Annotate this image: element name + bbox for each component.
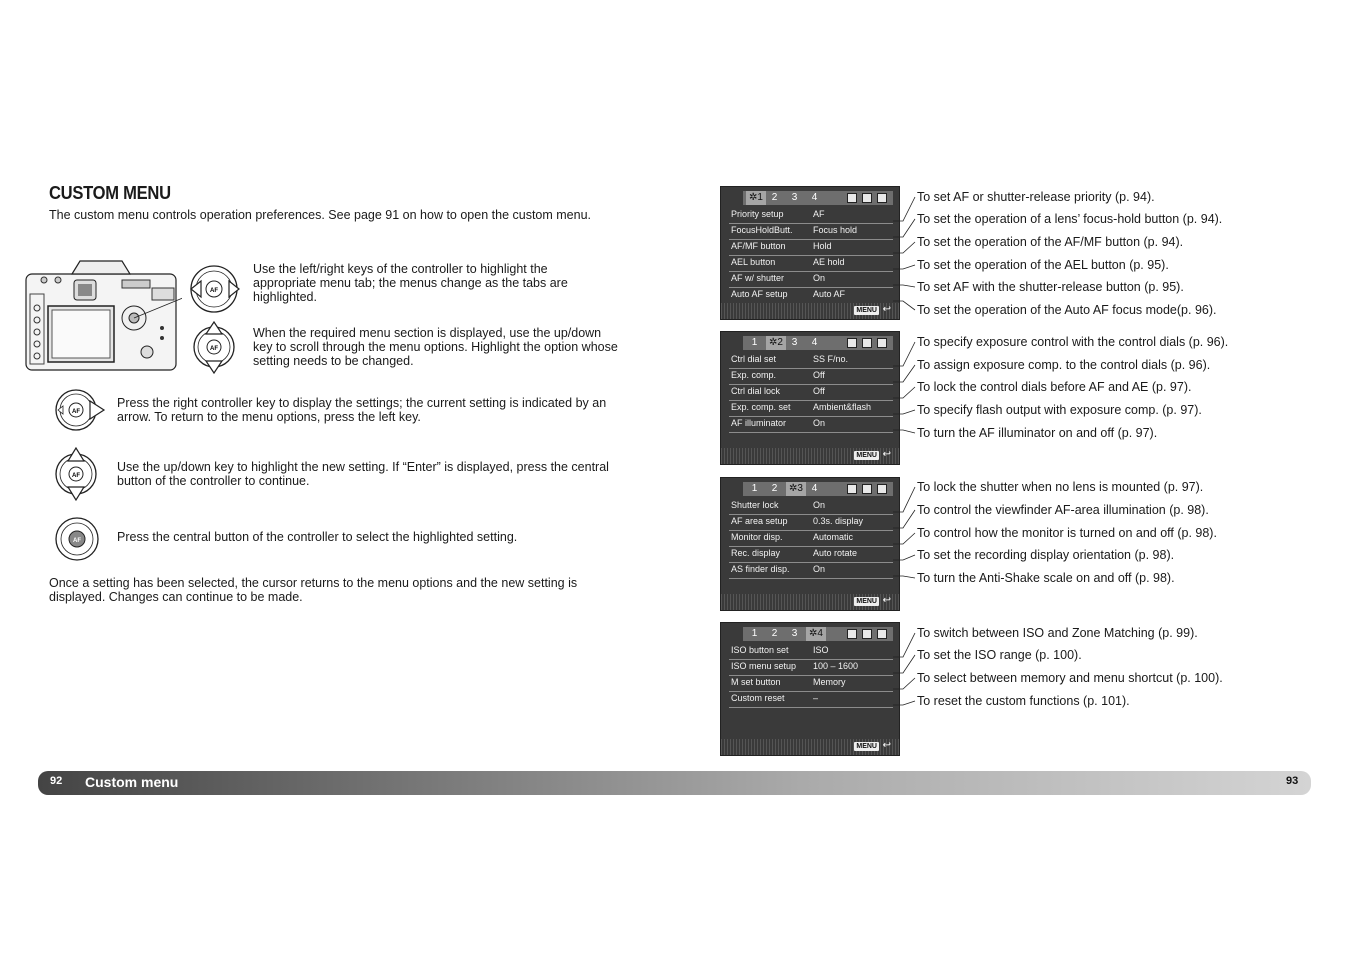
menu-row-value: 0.3s. display — [813, 516, 864, 526]
setting-description: To select between memory and menu shortcut (p. 100). — [917, 671, 1223, 685]
menu-row-label: AF/MF button — [731, 241, 786, 251]
menu-tab-2: 2 — [771, 628, 778, 639]
menu-row-value: On — [813, 500, 826, 510]
leader-line — [893, 678, 915, 689]
return-icon: ↩ — [882, 740, 891, 751]
menu-row-label: AEL button — [731, 257, 776, 267]
step-2-text: When the required menu section is displayed, use the up/down key to scroll through the menu options. Highlight the option whose setting needs to be changed. — [253, 326, 618, 368]
setting-description: To switch between ISO and Zone Matching (p. 99). — [917, 626, 1198, 640]
return-icon: ↩ — [882, 304, 891, 315]
menu-row-value: Off — [813, 370, 825, 380]
menu-row-value: Auto rotate — [813, 548, 858, 558]
menu-button-icon: MENU — [856, 452, 877, 459]
menu-row-value: Focus hold — [813, 225, 858, 235]
menu-row-value: On — [813, 564, 826, 574]
leader-line — [893, 342, 915, 366]
leader-line — [893, 285, 915, 287]
menu-row-label: AF illuminator — [731, 418, 787, 428]
setting-description: To set the operation of the AEL button (p. 95). — [917, 258, 1169, 272]
setting-description: To lock the shutter when no lens is mounted (p. 97). — [917, 480, 1204, 494]
return-icon: ↩ — [882, 595, 891, 606]
menu-row-value: Off — [813, 386, 825, 396]
menu-tab-3: 3 — [791, 192, 798, 203]
menu-row-label: AF area setup — [731, 516, 788, 526]
menu-tab-2: ✲2 — [766, 336, 786, 350]
setting-description: To control how the monitor is turned on and off (p. 98). — [917, 526, 1217, 540]
menu-row-value: SS F/no. — [813, 354, 849, 364]
leader-line — [893, 633, 915, 657]
setting-description: To reset the custom functions (p. 101). — [917, 694, 1130, 708]
menu-row-label: AF w/ shutter — [731, 273, 785, 283]
setting-description: To set the operation of the Auto AF focus mode(p. 96). — [917, 303, 1217, 317]
page-title: CUSTOM MENU — [49, 183, 171, 203]
setting-description: To set the ISO range (p. 100). — [917, 648, 1082, 662]
step-3-text: Press the right controller key to display the settings; the current setting is indicated by an arrow. To return to the menu options, press the left key. — [117, 396, 607, 424]
menu-tab-1: 1 — [751, 628, 758, 639]
menu-row-value: – — [813, 693, 819, 703]
menu-row-label: ISO menu setup — [731, 661, 797, 671]
leader-line — [893, 701, 915, 705]
menu-row-label: Exp. comp. — [731, 370, 777, 380]
setting-description: To turn the Anti-Shake scale on and off (p. 98). — [917, 571, 1175, 585]
menu-tab-1: 1 — [751, 337, 758, 348]
menu-row-label: Custom reset — [731, 693, 785, 703]
setting-description: To set the operation of a lens’ focus-hold button (p. 94). — [917, 212, 1223, 226]
menu-tab-2: 2 — [771, 483, 778, 494]
setting-description: To set the operation of the AF/MF button (p. 94). — [917, 235, 1184, 249]
menu-tab-4: 4 — [811, 192, 818, 203]
leader-line — [893, 655, 915, 673]
step-4-text: Use the up/down key to highlight the new setting. If “Enter” is displayed, press the central button of the controller to continue. — [117, 460, 609, 488]
step-1-text: Use the left/right keys of the controller to highlight the appropriate menu tab; the menus change as the tabs are highlighted. — [253, 262, 568, 304]
leader-line — [893, 387, 915, 398]
menu-button-icon: MENU — [856, 598, 877, 605]
setting-description: To set AF or shutter-release priority (p. 94). — [917, 190, 1155, 204]
menu-tab-3: 3 — [791, 628, 798, 639]
menu-tab-4: 4 — [811, 337, 818, 348]
menu-row-label: FocusHoldButt. — [731, 225, 793, 235]
menu-row-label: Auto AF setup — [731, 289, 788, 299]
leader-line — [893, 510, 915, 528]
menu-row-label: Monitor disp. — [731, 532, 783, 542]
svg-text:AF: AF — [72, 473, 80, 479]
footer-section-name: Custom menu — [85, 774, 179, 790]
menu-tab-4: 4 — [811, 483, 818, 494]
leader-line — [893, 197, 915, 221]
menu-tab-1: 1 — [751, 483, 758, 494]
step-5-text: Press the central button of the controller to select the highlighted setting. — [117, 530, 518, 544]
svg-text:AF: AF — [73, 538, 81, 544]
menu-row-value: 100 – 1600 — [813, 661, 859, 671]
leader-line — [893, 533, 915, 544]
menu-row-label: M set button — [731, 677, 781, 687]
page-number-left: 92 — [50, 775, 63, 787]
menu-row-value: AF — [813, 209, 825, 219]
leader-line — [893, 487, 915, 512]
menu-row-label: Ctrl dial lock — [731, 386, 781, 396]
menu-row-label: Priority setup — [731, 209, 784, 219]
menu-row-label: AS finder disp. — [731, 564, 790, 574]
intro-text: The custom menu controls operation preferences. See page 91 on how to open the custom menu. — [49, 208, 591, 222]
menu-tab-1: ✲1 — [746, 191, 766, 205]
leader-line — [893, 576, 915, 578]
setting-description: To assign exposure comp. to the control dials (p. 96). — [917, 358, 1211, 372]
menu-row-label: Exp. comp. set — [731, 402, 791, 412]
return-icon: ↩ — [882, 449, 891, 460]
leader-line — [893, 365, 915, 382]
menu-tab-2: 2 — [771, 192, 778, 203]
menu-row-label: Ctrl dial set — [731, 354, 777, 364]
svg-text:AF: AF — [210, 346, 218, 352]
menu-row-value: Hold — [813, 241, 832, 251]
leader-line — [893, 555, 915, 560]
menu-row-label: Rec. display — [731, 548, 781, 558]
setting-description: To set the recording display orientation (p. 98). — [917, 548, 1175, 562]
leader-line — [893, 265, 915, 269]
menu-button-icon: MENU — [856, 743, 877, 750]
footer-bar — [38, 771, 1311, 795]
leader-line — [893, 242, 915, 253]
setting-description: To set AF with the shutter-release button (p. 95). — [917, 280, 1184, 294]
setting-description: To specify flash output with exposure comp. (p. 97). — [917, 403, 1202, 417]
setting-description: To turn the AF illuminator on and off (p. 97). — [917, 426, 1158, 440]
menu-row-value: On — [813, 273, 826, 283]
leader-line — [893, 301, 915, 310]
leader-line — [893, 430, 915, 433]
menu-row-label: Shutter lock — [731, 500, 779, 510]
menu-tab-3: 3 — [791, 337, 798, 348]
menu-row-value: Ambient&flash — [813, 402, 872, 412]
leader-line — [893, 219, 915, 237]
menu-row-value: On — [813, 418, 826, 428]
menu-row-label: ISO button set — [731, 645, 789, 655]
menu-row-value: AE hold — [813, 257, 845, 267]
af-label: AF — [210, 288, 218, 294]
svg-text:AF: AF — [72, 409, 80, 415]
menu-row-value: Memory — [813, 677, 846, 687]
setting-description: To specify exposure control with the control dials (p. 96). — [917, 335, 1229, 349]
menu-tab-4: ✲4 — [806, 627, 826, 641]
setting-description: To lock the control dials before AF and AE (p. 97). — [917, 380, 1192, 394]
leader-line — [893, 410, 915, 414]
setting-description: To control the viewfinder AF-area illumination (p. 98). — [917, 503, 1209, 517]
menu-row-value: Auto AF — [813, 289, 846, 299]
menu-button-icon: MENU — [856, 307, 877, 314]
menu-tab-3: ✲3 — [786, 482, 806, 496]
menu-row-value: ISO — [813, 645, 829, 655]
page-number-right: 93 — [1286, 775, 1299, 787]
menu-row-value: Automatic — [813, 532, 854, 542]
closing-text: Once a setting has been selected, the cursor returns to the menu options and the new setting is displayed. Changes can continue to be made. — [49, 576, 578, 604]
